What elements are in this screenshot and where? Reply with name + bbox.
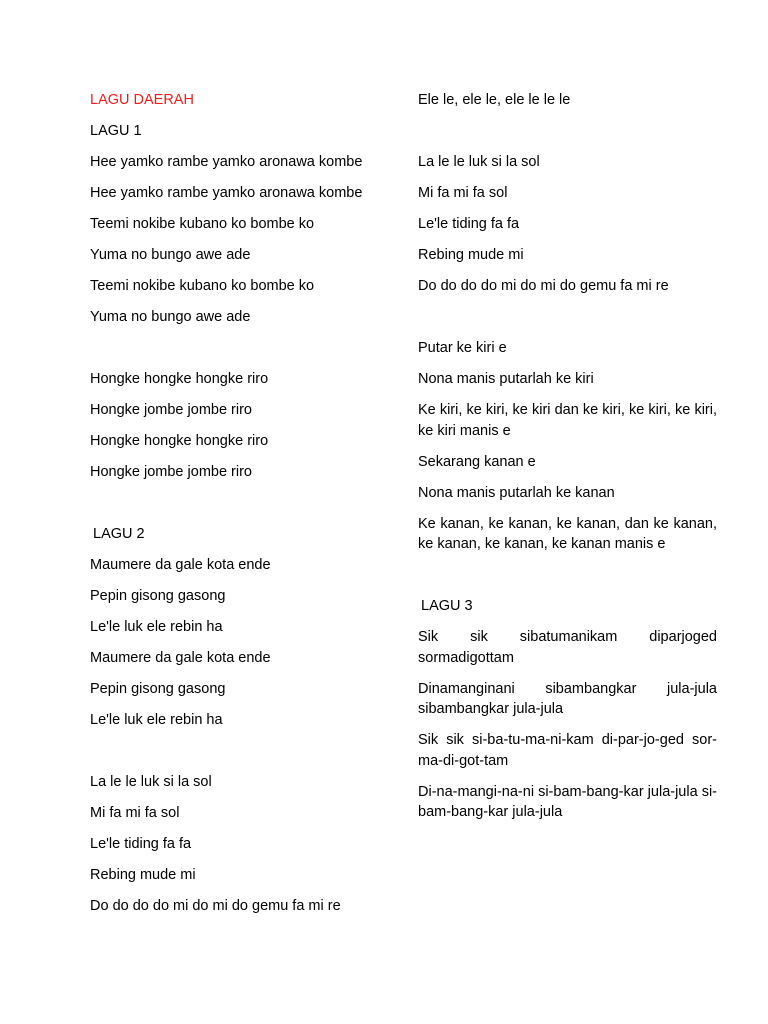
lyric-line: Yuma no bungo awe ade [90, 247, 251, 263]
lyric-line: Putar ke kiri e [418, 340, 507, 356]
lyric-line: Pepin gisong gasong [90, 681, 226, 697]
lyric-line: Maumere da gale kota ende [90, 557, 271, 573]
lyric-line: Le'le luk ele rebin ha [90, 712, 223, 728]
song3-heading: LAGU 3 [421, 598, 473, 614]
lyric-line: Nona manis putarlah ke kiri [418, 371, 594, 387]
lyric-line: Hee yamko rambe yamko aronawa kombe [90, 185, 363, 201]
blank-line [90, 338, 390, 359]
lyric-paragraph: Sik sik sibatumanikam diparjoged sormadigottam [418, 629, 717, 666]
blank-line [418, 121, 717, 142]
lyric-line: Rebing mude mi [418, 247, 524, 263]
lyric-line: Mi fa mi fa sol [90, 805, 180, 821]
lyric-line: Yuma no bungo awe ade [90, 309, 251, 325]
song2-heading: LAGU 2 [93, 526, 145, 542]
lyric-paragraph: Ke kiri, ke kiri, ke kiri dan ke kiri, ke kiri, ke kiri, ke kiri manis e [418, 402, 717, 439]
lyric-line: Mi fa mi fa sol [418, 185, 508, 201]
right-column [418, 90, 717, 833]
lyric-line: Teemi nokibe kubano ko bombe ko [90, 278, 315, 294]
lyric-line: Teemi nokibe kubano ko bombe ko [90, 216, 315, 232]
lyric-line: Do do do do mi do mi do gemu fa mi re [418, 278, 669, 294]
left-column [90, 90, 390, 927]
lyric-line: Ele le, ele le, ele le le le [418, 92, 571, 108]
lyric-line: Nona manis putarlah ke kanan [418, 484, 615, 501]
lyric-line: Sekarang kanan e [418, 453, 536, 470]
blank-line [418, 307, 717, 328]
lyric-paragraph: Dinamanginani sibambangkar jula-jula sibambangkar jula-jula [418, 680, 717, 717]
lyric-line: Le'le luk ele rebin ha [90, 619, 223, 635]
lyric-line: Hongke hongke hongke riro [90, 371, 269, 387]
lyric-line: Pepin gisong gasong [90, 588, 226, 604]
lyric-line: Hongke hongke hongke riro [90, 433, 269, 449]
lyric-line: Hongke jombe jombe riro [90, 464, 252, 480]
lyric-line: La le le luk si la sol [90, 774, 212, 790]
lyric-line: Hee yamko rambe yamko aronawa kombe [90, 154, 363, 170]
lyric-line: Rebing mude mi [90, 867, 196, 883]
song1-heading: LAGU 1 [90, 123, 142, 139]
document-title: LAGU DAERAH [90, 92, 194, 108]
lyric-line: La le le luk si la sol [418, 154, 540, 170]
lyric-line: Do do do do mi do mi do gemu fa mi re [90, 898, 341, 914]
lyric-line: Maumere da gale kota ende [90, 650, 271, 666]
lyric-paragraph: Ke kanan, ke kanan, ke kanan, dan ke kanan, ke kanan, ke kanan, ke kanan manis e [418, 515, 717, 552]
blank-line [90, 493, 390, 514]
blank-line [90, 741, 390, 762]
lyric-line: Hongke jombe jombe riro [90, 402, 252, 418]
lyric-paragraph: Di-na-mangi-na-ni si-bam-bang-kar jula-jula si-bam-bang-kar jula-jula [418, 783, 717, 820]
lyric-line: Le'le tiding fa fa [90, 836, 192, 852]
lyric-paragraph: Sik sik si-ba-tu-ma-ni-kam di-par-jo-ged sor-ma-di-got-tam [418, 732, 717, 769]
blank-line [418, 565, 717, 586]
lyric-line: Le'le tiding fa fa [418, 216, 520, 232]
